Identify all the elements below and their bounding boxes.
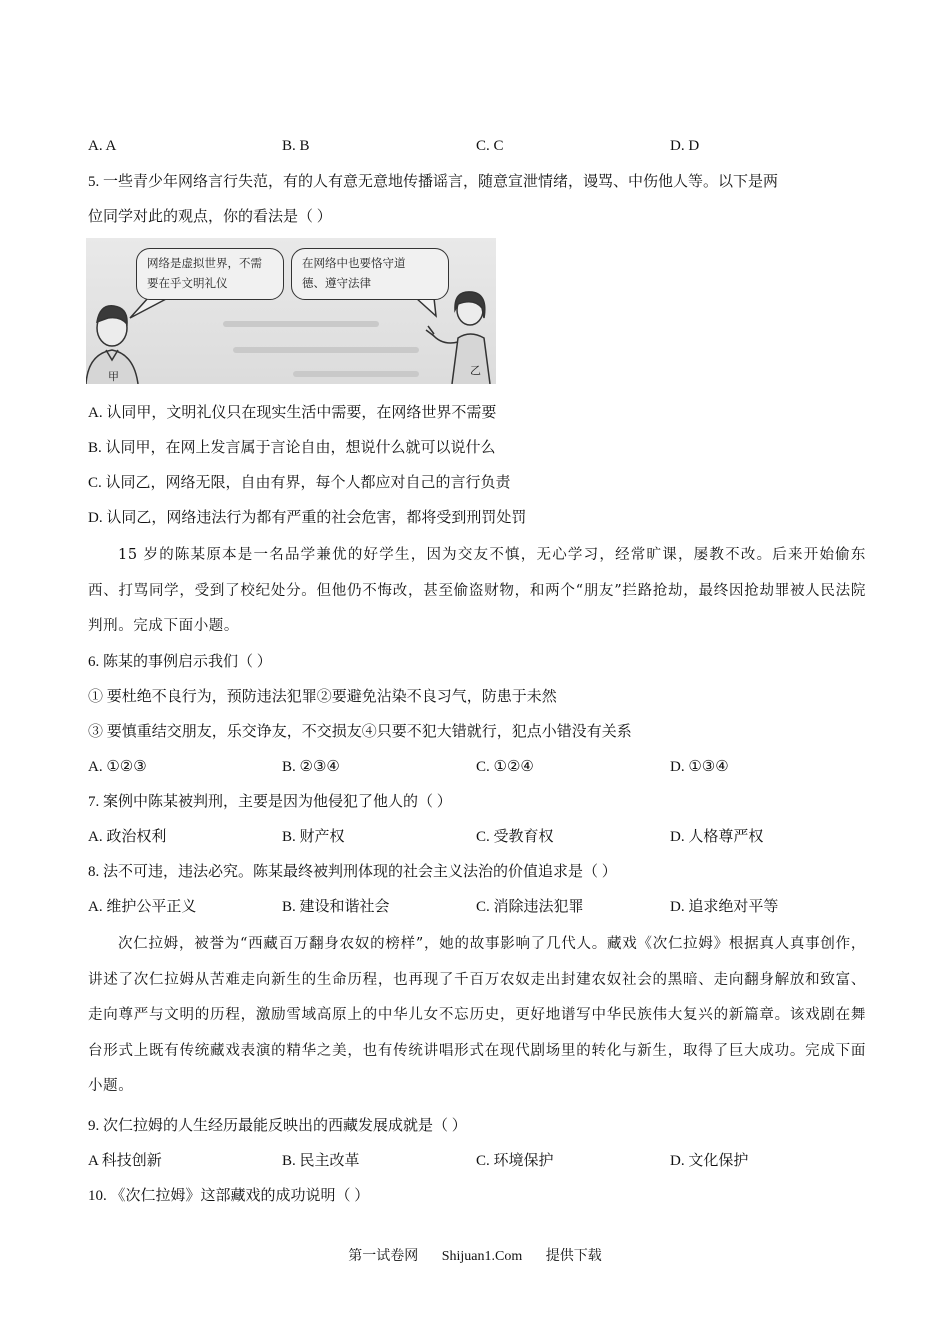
q8-option-a: A. 维护公平正义 [88, 899, 197, 915]
q4-option-c: C. C [476, 138, 504, 154]
footer-note: 提供下载 [545, 1249, 602, 1264]
q6-item-line-2: ③ 要慎重结交朋友，乐交诤友，不交损友④只要不犯大错就行，犯点小错没有关系 [88, 724, 632, 740]
q9-option-d: D. 文化保护 [670, 1153, 749, 1169]
q4-options [88, 136, 888, 156]
q4-option-a: A. A [88, 138, 117, 154]
q4-option-d: D. D [670, 138, 700, 154]
q9-option-a: A 科技创新 [88, 1153, 162, 1169]
q6-option-c: C. ①②④ [476, 759, 534, 775]
q8-option-d: D. 追求绝对平等 [670, 899, 779, 915]
q5-option-a: A. 认同甲，文明礼仪只在现实生活中需要，在网络世界不需要 [88, 405, 497, 421]
q4-option-b: B. B [282, 138, 310, 154]
q8-option-b: B. 建设和谐社会 [282, 899, 390, 915]
bubble-right-line-1: 在网络中也要恪守道 [302, 256, 406, 270]
q9-option-b: B. 民主改革 [282, 1153, 360, 1169]
q9-option-c: C. 环境保护 [476, 1153, 554, 1169]
q5-stem-line-2: 位同学对此的观点，你的看法是（ ） [88, 209, 332, 225]
q7-options [88, 827, 888, 847]
q5-stem-line-1: 5. 一些青少年网络言行失范，有的人有意无意地传播谣言，随意宣泄情绪，谩骂、中伤他人等。以下是两 [88, 174, 779, 190]
q7-option-a: A. 政治权利 [88, 829, 167, 845]
bubble-left-line-2: 要在乎文明礼仪 [147, 276, 228, 290]
figure-label-yi: 乙 [470, 364, 481, 377]
q6-option-d: D. ①③④ [670, 759, 729, 775]
q5-option-b: B. 认同甲，在网上发言属于言论自由，想说什么就可以说什么 [88, 440, 496, 456]
q6-option-b: B. ②③④ [282, 759, 340, 775]
q6-item-line-1: ① 要杜绝不良行为，预防违法犯罪②要避免沾染不良习气，防患于未然 [88, 689, 557, 705]
q7-option-c: C. 受教育权 [476, 829, 554, 845]
q6-option-a: A. ①②③ [88, 759, 147, 775]
footer-domain: Shijuan1.Com [441, 1249, 523, 1264]
q5-cartoon-figure [86, 238, 496, 384]
q5-option-c: C. 认同乙，网络无限，自由有界，每个人都应对自己的言行负责 [88, 475, 511, 491]
q5-option-d: D. 认同乙，网络违法行为都有严重的社会危害，都将受到刑罚处罚 [88, 510, 527, 526]
q8-option-c: C. 消除违法犯罪 [476, 899, 584, 915]
passage-chen: 15 岁的陈某原本是一名品学兼优的好学生，因为交友不慎，无心学习，经常旷课，屡教不改。后来开始偷东西、打骂同学，受到了校纪处分。但他仍不悔改，甚至偷盗财物，和两个“朋友”拦路抢劫，最终因抢劫罪被人民法院判刑。完成下面小题。 [88, 547, 866, 634]
q7-option-d: D. 人格尊严权 [670, 829, 764, 845]
q10-stem: 10. 《次仁拉姆》这部藏戏的成功说明（ ） [88, 1188, 370, 1204]
q6-options [88, 757, 888, 777]
q7-stem: 7. 案例中陈某被判刑，主要是因为他侵犯了他人的（ ） [88, 794, 452, 810]
bubble-right-line-2: 德、遵守法律 [302, 276, 371, 290]
q8-stem: 8. 法不可违，违法必究。陈某最终被判刑体现的社会主义法治的价值追求是（ ） [88, 864, 617, 880]
passage-cirenlamu: 次仁拉姆，被誉为“西藏百万翻身农奴的榜样”，她的故事影响了几代人。藏戏《次仁拉姆》根据真人真事创作，讲述了次仁拉姆从苦难走向新生的生命历程，也再现了千百万农奴走出封建农奴社会的黑暗、走向翻身解放和致富、走向尊严与文明的历程，激励雪域高原上的中华儿女不忘历史，更好地谱写中华民族伟大复兴的新篇章。该戏剧在舞台形式上既有传统藏戏表演的精华之美，也有传统讲唱形式在现代剧场里的转化与新生，取得了巨大成功。完成下面小题。 [88, 936, 866, 1094]
speech-bubble-left [136, 248, 284, 300]
q9-stem: 9. 次仁拉姆的人生经历最能反映出的西藏发展成就是（ ） [88, 1118, 467, 1134]
q8-options [88, 897, 888, 917]
q9-options [88, 1151, 888, 1171]
q6-stem: 6. 陈某的事例启示我们（ ） [88, 654, 272, 670]
bubble-left-line-1: 网络是虚拟世界，不需 [147, 256, 262, 270]
page-footer [0, 1247, 950, 1267]
q7-option-b: B. 财产权 [282, 829, 345, 845]
footer-site-name: 第一试卷网 [348, 1249, 419, 1264]
speech-bubble-right [291, 248, 449, 300]
figure-label-jia: 甲 [108, 370, 119, 383]
